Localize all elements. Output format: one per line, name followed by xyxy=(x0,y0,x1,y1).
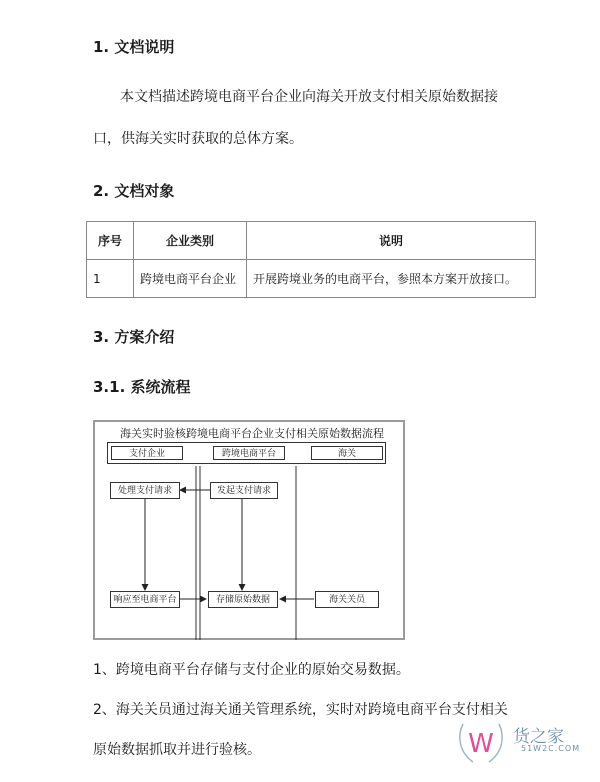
node-customs-officer: 海关关员 xyxy=(315,591,379,608)
section-1-paragraph-line-2: 口，供海关实时获取的总体方案。 xyxy=(93,131,303,147)
table-header-cell: 序号 xyxy=(87,222,134,260)
node-respond-platform: 响应至电商平台 xyxy=(110,591,180,608)
node-initiate-payment: 发起支付请求 xyxy=(210,482,278,499)
note-2-line-2: 原始数据抓取并进行验核。 xyxy=(93,742,261,758)
node-process-payment: 处理支付请求 xyxy=(110,482,180,499)
section-1-paragraph-line-1: 本文档描述跨境电商平台企业向海关开放支付相关原始数据接 xyxy=(120,89,498,105)
watermark-logo-letter: W xyxy=(468,729,494,759)
watermark-brand: 货之家 xyxy=(513,727,564,747)
table-header-cell: 说明 xyxy=(247,222,536,260)
note-2-line-1: 2、海关关员通过海关通关管理系统，实时对跨境电商平台支付相关 xyxy=(93,702,508,718)
node-store-raw-data: 存储原始数据 xyxy=(208,591,278,608)
table-cell: 跨境电商平台企业 xyxy=(134,260,247,298)
flow-diagram-title: 海关实时验核跨境电商平台企业支付相关原始数据流程 xyxy=(120,427,384,440)
table-cell: 1 xyxy=(87,260,134,298)
section-3-1-title: 3.1. 系统流程 xyxy=(93,378,191,396)
lane-payment-enterprise: 支付企业 xyxy=(111,446,183,460)
section-1-title: 1. 文档说明 xyxy=(93,38,175,56)
lane-customs: 海关 xyxy=(311,446,383,460)
table-header-cell: 企业类别 xyxy=(134,222,247,260)
note-1: 1、跨境电商平台存储与支付企业的原始交易数据。 xyxy=(93,662,410,678)
section-2-title: 2. 文档对象 xyxy=(93,182,175,200)
section-3-title: 3. 方案介绍 xyxy=(93,328,175,346)
watermark-site: 51W2C.COM xyxy=(521,744,581,753)
lane-ecommerce-platform: 跨境电商平台 xyxy=(213,446,285,460)
table-cell: 开展跨境业务的电商平台，参照本方案开放接口。 xyxy=(247,260,536,298)
